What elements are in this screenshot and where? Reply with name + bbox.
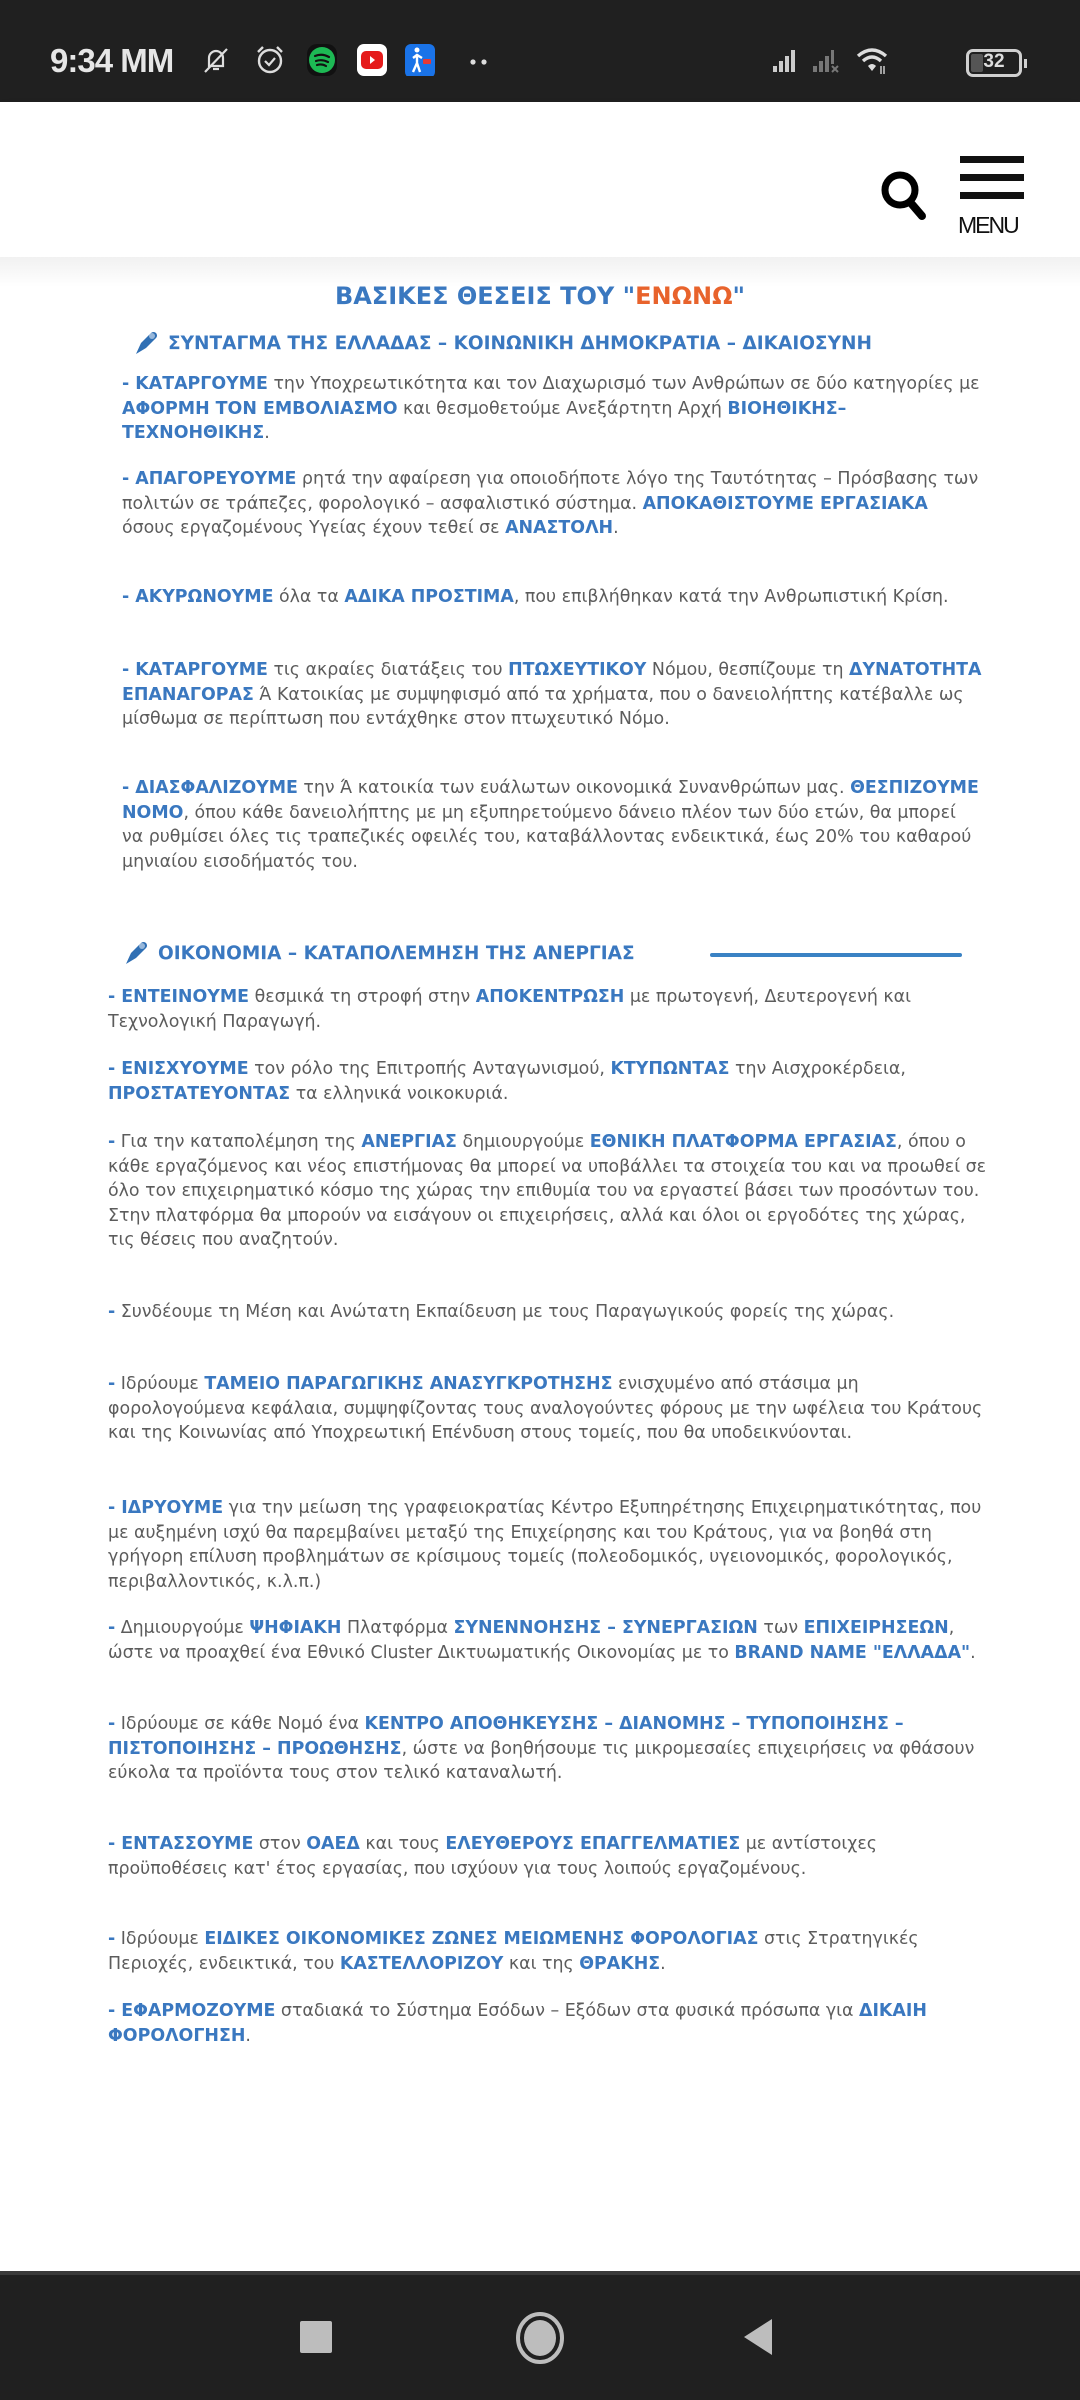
highlight-text: - ΑΚΥΡΩΝΟΥΜΕ — [122, 587, 274, 607]
site-header — [0, 102, 1080, 257]
highlight-text: ΠΡΟΣΤΑΤΕΥΟΝΤΑΣ — [108, 1083, 291, 1104]
hamburger-icon — [960, 156, 1024, 163]
highlight-text: - ΙΔΡΥΟΥΜΕ — [108, 1498, 224, 1518]
body-text: Πλατφόρμα — [341, 1618, 454, 1638]
section-title: ΟΙΚΟΝΟΜΙΑ – ΚΑΤΑΠΟΛΕΜΗΣΗ ΤΗΣ ΑΝΕΡΓΙΑΣ — [158, 942, 635, 964]
body-text: ρητά την αφαίρεση για οποιοδήποτε λόγο της Ταυτότητας – Πρόσβασης των πολιτών σε τράπεζες, φορολογικό – ασφαλιστικό σύστημα. — [122, 469, 979, 514]
highlight-text: - — [108, 1618, 116, 1638]
highlight-text: ΕΠΙΧΕΙΡΗΣΕΩΝ — [803, 1618, 949, 1638]
body-text: Ά Κατοικίας με συμψηφισμό από τα χρήματα, που ο δανειολήπτης κατέβαλλε ως μίσθωμα σε περίπτωση που εντάχθηκε στον πτωχευτικό Νόμο. — [122, 684, 964, 729]
highlight-text: - ΚΑΤΑΡΓΟΥΜΕ — [122, 374, 268, 394]
highlight-text: ΠΤΩΧΕΥΤΙΚΟΥ — [508, 660, 647, 680]
highlight-text: ΕΘΝΙΚΗ ΠΛΑΤΦΟΡΜΑ ΕΡΓΑΣΙΑΣ — [589, 1132, 897, 1152]
highlight-text: - — [108, 1929, 116, 1949]
highlight-text: ΘΕΣΠΙΖΟΥΜΕ ΝΟΜΟ — [122, 778, 979, 823]
highlight-text: - — [108, 1374, 116, 1394]
hamburger-bar — [960, 192, 1024, 199]
pen-icon — [122, 939, 150, 967]
body-text: των — [757, 1618, 804, 1638]
body-text: . — [613, 518, 619, 538]
body-text: , που επιβλήθηκαν κατά την Ανθρωπιστική Κρίση. — [513, 587, 949, 607]
body-text: όσους εργαζομένους Υγείας έχουν τεθεί σε — [122, 518, 506, 538]
hamburger-bar — [960, 174, 1024, 181]
highlight-text: ΚΑΣΤΕΛΛΟΡΙΖΟΥ — [339, 1953, 504, 1974]
signal-icon — [770, 44, 802, 76]
bullet-paragraph — [108, 1372, 988, 1446]
title-accent: ΕΝΩΝΩ — [635, 282, 733, 310]
body-text: με αντίστοιχες προϋποθέσεις κατ' έτος εργασίας, που ισχύουν για τους λοιπούς εργαζομένους. — [108, 1834, 877, 1879]
highlight-text: - — [108, 1132, 116, 1152]
highlight-text: ΔΙΚΑΙΗ ΦΟΡΟΛΟΓΗΣΗ — [108, 2001, 927, 2046]
body-text: και θεσμοθετούμε Ανεξάρτητη Αρχή — [397, 398, 728, 419]
bullet-paragraph — [108, 985, 988, 1034]
home-button[interactable] — [514, 2311, 566, 2365]
bullet-paragraph — [108, 1927, 988, 1976]
status-time: 9:34 MM — [50, 42, 174, 79]
body-text: τις ακραίες διατάξεις του — [267, 660, 509, 680]
body-text: όλα τα — [273, 587, 345, 607]
section-heading-constitution — [132, 329, 872, 357]
highlight-text: - ΕΦΑΡΜΟΖΟΥΜΕ — [108, 2001, 276, 2021]
menu-button[interactable] — [958, 154, 1030, 244]
highlight-text: ΑΝΑΣΤΟΛΗ — [505, 518, 614, 538]
bullet-paragraph — [122, 776, 982, 874]
pen-icon — [132, 329, 160, 357]
article-content — [0, 257, 1080, 2255]
body-text: με πρωτογενή, Δευτερογενή και Τεχνολογική Παραγωγή. — [108, 987, 911, 1032]
highlight-text: ΑΦΟΡΜΗ ΤΟΝ ΕΜΒΟΛΙΑΣΜΟ — [122, 398, 398, 419]
battery-level: 32 — [983, 51, 1005, 72]
highlight-text: - ΕΝΤΕΙΝΟΥΜΕ — [108, 987, 250, 1007]
body-text: , όπου ο κάθε εργαζόμενος και νέος επιστήμονας θα μπορεί να υποβάλλει τα στοιχεία του και να προωθεί σε όλο τον επιχειρηματικό κόσμο της χώρας την επιθυμία του να εργαστεί βάσει των προσόντων του. Στην πλατφόρμα θα μπορούν να εισάγουν οι επιχειρήσεις, αλλά και όλοι οι εργοδότες της χώρας, τις θέσεις που αναζητούν. — [108, 1132, 987, 1250]
body-text: σταδιακά το Σύστημα Εσόδων – Εξόδων στα φυσικά πρόσωπα για — [275, 2001, 859, 2021]
highlight-text: ΑΠΟΚΑΘΙΣΤΟΥΜΕ ΕΡΓΑΣΙΑΚΑ — [642, 493, 928, 514]
body-text: . — [660, 1953, 666, 1974]
body-text: στις Στρατηγικές Περιοχές, ενδεικτικά, του — [108, 1929, 919, 1974]
body-text: Ιδρύουμε σε κάθε Νομό ένα — [115, 1714, 365, 1734]
back-button[interactable] — [740, 2317, 780, 2359]
page-title — [0, 282, 1080, 310]
highlight-text: - — [108, 1714, 116, 1734]
title-quote: " — [732, 282, 746, 310]
body-text: Δημιουργούμε — [115, 1618, 250, 1638]
battery-icon — [966, 49, 1022, 77]
bullet-paragraph — [108, 1712, 988, 1786]
section-heading-economy — [122, 939, 635, 967]
bullet-paragraph — [108, 1300, 988, 1325]
highlight-text: - ΔΙΑΣΦΑΛΙΖΟΥΜΕ — [122, 778, 298, 798]
body-text: , ώστε να προαχθεί ένα Εθνικό Cluster Δικτυωματικής Οικονομίας με το — [108, 1618, 955, 1663]
highlight-text: ΚΕΝΤΡΟ ΑΠΟΘΗΚΕΥΣΗΣ – ΔΙΑΝΟΜΗΣ – ΤΥΠΟΠΟΙΗΣΗΣ – ΠΙΣΤΟΠΟΙΗΣΗΣ – ΠΡΟΩΘΗΣΗΣ — [108, 1714, 904, 1759]
body-text: . — [264, 423, 270, 443]
highlight-text: - ΕΝΤΑΣΣΟΥΜΕ — [108, 1834, 254, 1854]
highlight-text: ΟΑΕΔ — [306, 1834, 360, 1854]
highlight-text: ΣΥΝΕΝΝΟΗΣΗΣ – ΣΥΝΕΡΓΑΣΙΩΝ — [453, 1618, 758, 1638]
body-text: , ώστε να βοηθήσουμε τις μικρομεσαίες επιχειρήσεις να φθάσουν εύκολα τα προϊόντα τους στον τελικό καταναλωτή. — [108, 1738, 975, 1783]
bullet-paragraph — [108, 1999, 988, 2048]
highlight-text: ΤΑΜΕΙΟ ΠΑΡΑΓΩΓΙΚΗΣ ΑΝΑΣΥΓΚΡΟΤΗΣΗΣ — [204, 1374, 613, 1394]
accessibility-icon — [404, 44, 436, 76]
body-text: την Ά κατοικία των ευάλωτων οικονομικά Συνανθρώπων μας. — [297, 778, 851, 798]
highlight-text: BRAND NAME "ΕΛΛΑΔΑ" — [734, 1642, 971, 1663]
highlight-text: ΕΙΔΙΚΕΣ ΟΙΚΟΝΟΜΙΚΕΣ ΖΩΝΕΣ ΜΕΙΩΜΕΝΗΣ ΦΟΡΟΛΟΓΙΑΣ — [204, 1929, 759, 1949]
alarm-icon — [254, 44, 286, 76]
highlight-text: ΑΝΕΡΓΙΑΣ — [361, 1132, 457, 1152]
body-text: Για την καταπολέμηση της — [115, 1132, 362, 1152]
body-text: θεσμικά τη στροφή στην — [249, 987, 476, 1007]
body-text: στον — [253, 1834, 307, 1854]
title-text: ΒΑΣΙΚΕΣ ΘΕΣΕΙΣ ΤΟΥ " — [334, 282, 636, 310]
signal-no-sim-icon — [810, 44, 842, 76]
more-dots-icon — [464, 44, 496, 76]
body-text: τον ρόλο της Επιτροπής Ανταγωνισμού, — [248, 1059, 611, 1079]
bullet-paragraph — [122, 585, 982, 610]
section-divider — [710, 953, 962, 957]
body-text: Ιδρύουμε — [115, 1374, 205, 1394]
body-text: δημιουργούμε — [456, 1132, 590, 1152]
bell-off-icon — [200, 44, 232, 76]
highlight-text: ΕΛΕΥΘΕΡΟΥΣ ΕΠΑΓΓΕΛΜΑΤΙΕΣ — [445, 1834, 741, 1854]
bullet-paragraph — [108, 1616, 988, 1665]
body-text: τα ελληνικά νοικοκυριά. — [290, 1083, 509, 1104]
body-text: και της — [503, 1953, 580, 1974]
body-text: Ιδρύουμε — [115, 1929, 205, 1949]
youtube-icon — [356, 44, 388, 76]
body-text: την Υποχρεωτικότητα και τον Διαχωρισμό των Ανθρώπων σε δύο κατηγορίες με — [267, 374, 980, 394]
highlight-text: - ΑΠΑΓΟΡΕΥΟΥΜΕ — [122, 469, 297, 489]
bullet-paragraph — [108, 1496, 988, 1594]
bullet-paragraph — [108, 1130, 988, 1253]
highlight-text: ΚΤΥΠΩΝΤΑΣ — [610, 1059, 730, 1079]
highlight-text: - — [108, 1302, 116, 1322]
highlight-text: ΨΗΦΙΑΚΗ — [249, 1618, 342, 1638]
body-text: . — [970, 1642, 976, 1663]
body-text: Συνδέουμε τη Μέση και Ανώτατη Εκπαίδευση με τους Παραγωγικούς φορείς της χώρας. — [115, 1302, 895, 1322]
body-text: την Αισχροκέρδεια, — [729, 1059, 906, 1079]
highlight-text: - ΕΝΙΣΧΥΟΥΜΕ — [108, 1059, 249, 1079]
bullet-paragraph — [108, 1057, 988, 1106]
body-text: , όπου κάθε δανειολήπτης με μη εξυπηρετούμενο δάνειο πλέον των δύο ετών, θα μπορεί να ρυθμίσει όλες τις τραπεζικές οφειλές του, καταβάλλοντας ενδεικτικά, έως 20% του καθαρού μηνιαίου εισοδήματός του. — [122, 802, 972, 872]
recents-button[interactable] — [300, 2321, 332, 2353]
highlight-text: ΑΔΙΚΑ ΠΡΟΣΤΙΜΑ — [344, 587, 514, 607]
body-text: . — [245, 2025, 251, 2046]
highlight-text: ΘΡΑΚΗΣ — [579, 1953, 661, 1974]
body-text: και τους — [359, 1834, 446, 1854]
wifi-icon — [856, 44, 888, 76]
highlight-text: ΒΙΟΗΘΙΚΗΣ–ΤΕΧΝΟΗΘΙΚΗΣ — [122, 398, 847, 443]
menu-label: MENU — [958, 212, 1018, 238]
bullet-paragraph — [122, 467, 982, 541]
body-text: Νόμου, θεσπίζουμε τη — [646, 660, 849, 680]
search-icon[interactable] — [876, 164, 932, 224]
body-text: για την μείωση της γραφειοκρατίας Κέντρο Εξυπηρέτησης Επιχειρηματικότητας, που με αυξημένη ισχύ θα παρεμβαίνει μεταξύ της Επιχείρησης και του Κράτους, για να βοηθά στη γρήγορη επίλυση προβλημάτων σε κρίσιμους τομείς (πολεοδομικός, υγειονομικός, φορολογικός, περιβαλλοντικός, κ.λ.π.) — [108, 1498, 982, 1592]
section-title: ΣΥΝΤΑΓΜΑ ΤΗΣ ΕΛΛΑΔΑΣ – ΚΟΙΝΩΝΙΚΗ ΔΗΜΟΚΡΑΤΙΑ – ΔΙΚΑΙΟΣΥΝΗ — [168, 332, 872, 354]
navigation-bar — [0, 2271, 1080, 2400]
highlight-text: - ΚΑΤΑΡΓΟΥΜΕ — [122, 660, 268, 680]
bullet-paragraph — [122, 658, 982, 732]
spotify-icon — [306, 44, 338, 76]
highlight-text: ΑΠΟΚΕΝΤΡΩΣΗ — [475, 987, 625, 1007]
status-bar — [0, 0, 1080, 102]
bullet-paragraph — [122, 372, 982, 446]
highlight-text: ΔΥΝΑΤΟΤΗΤΑ ΕΠΑΝΑΓΟΡΑΣ — [122, 660, 982, 705]
bullet-paragraph — [108, 1832, 988, 1881]
body-text: ενισχυμένο από στάσιμα μη φορολογούμενα κεφάλαια, συμψηφίζοντας τους αναλογούντες φόρους με την ωφέλεια του Κράτους και της Κοινωνίας από Υποχρεωτική Επένδυση στους τομείς, που θα υποδεικνύονται. — [108, 1374, 983, 1443]
